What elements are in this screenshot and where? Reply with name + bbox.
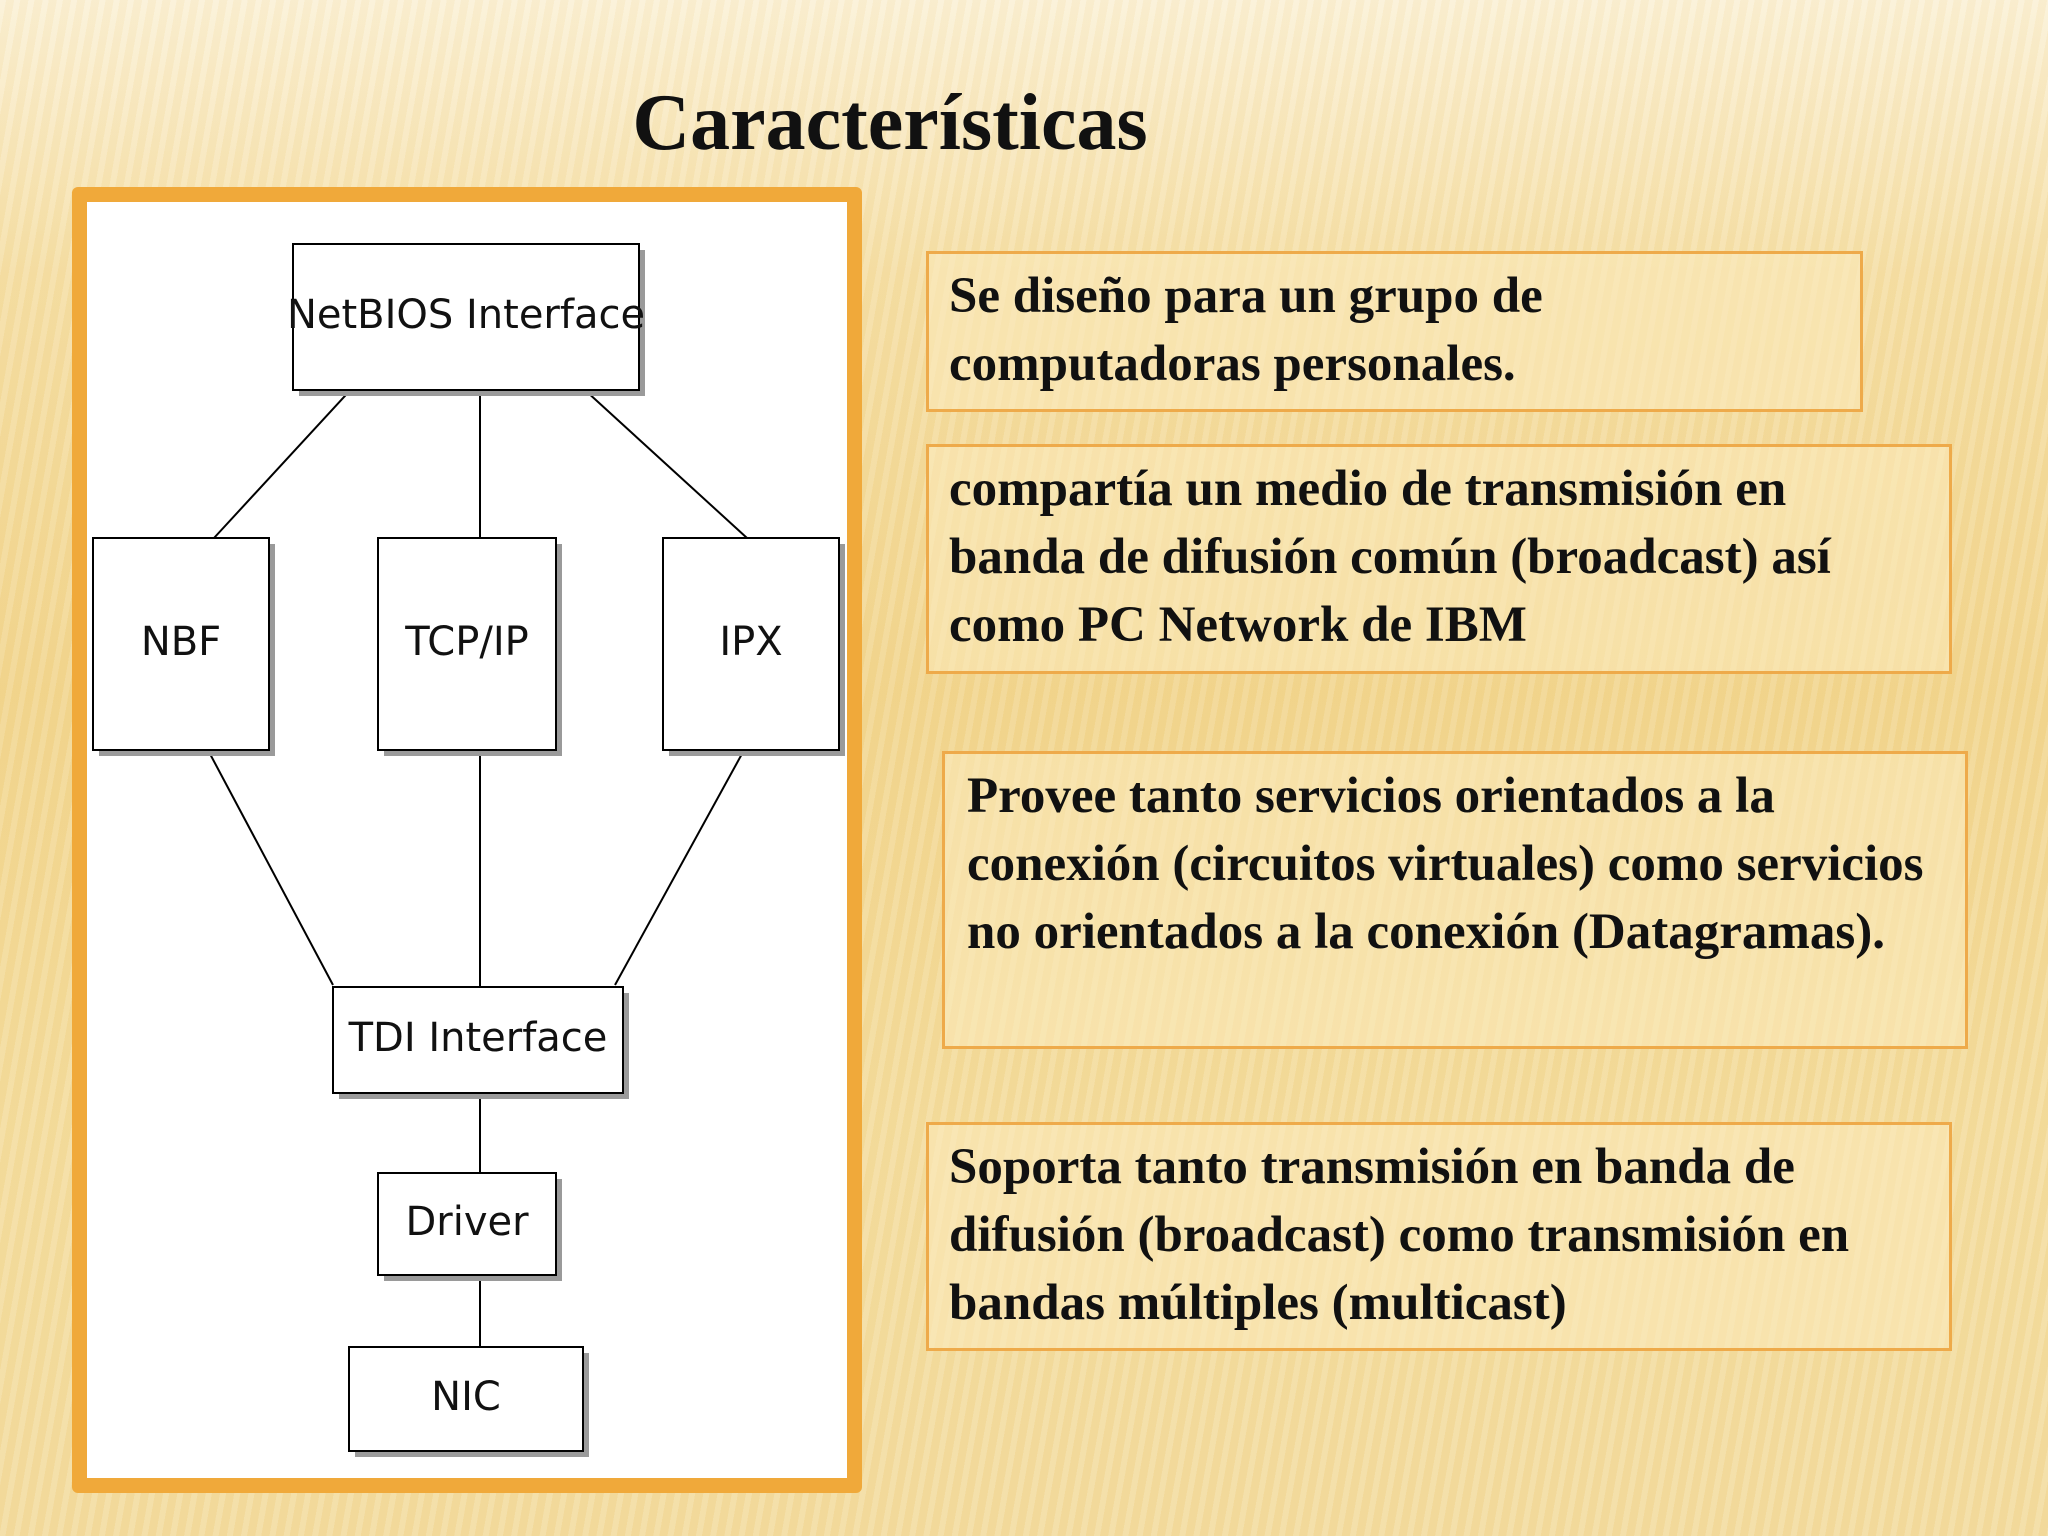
ipx-label: IPX [719,619,783,665]
node-nbf [93,538,275,756]
driver-label: Driver [405,1199,529,1245]
slide-title: Características [632,79,1148,167]
line-ipx-tdi [615,752,743,985]
node-ipx [663,538,845,756]
node-netbios-interface [287,244,645,396]
nic-label: NIC [431,1374,501,1420]
node-tdi-interface [333,987,629,1099]
diagram-canvas [87,202,847,1478]
feature-box-4: Soporta tanto transmisión en banda de difusión (broadcast) como transmisión en bandas múltiples (multicast) [926,1122,1952,1351]
feature-box-3: Provee tanto servicios orientados a la conexión (circuitos virtuales) como servicios no orientados a la conexión (Datagramas). [942,751,1968,1049]
tcpip-label: TCP/IP [405,619,529,665]
node-driver [378,1173,562,1281]
protocol-diagram [72,187,862,1493]
node-tcpip [378,538,562,756]
nbf-label: NBF [140,619,222,665]
netbios-label: NetBIOS Interface [286,292,646,338]
line-nbf-tdi [209,752,333,985]
node-nic [349,1347,589,1457]
feature-box-2: compartía un medio de transmisión en banda de difusión común (broadcast) así como PC Network de IBM [926,444,1952,674]
feature-box-1: Se diseño para un grupo de computadoras personales. [926,251,1863,412]
tdi-label: TDI Interface [348,1015,608,1061]
